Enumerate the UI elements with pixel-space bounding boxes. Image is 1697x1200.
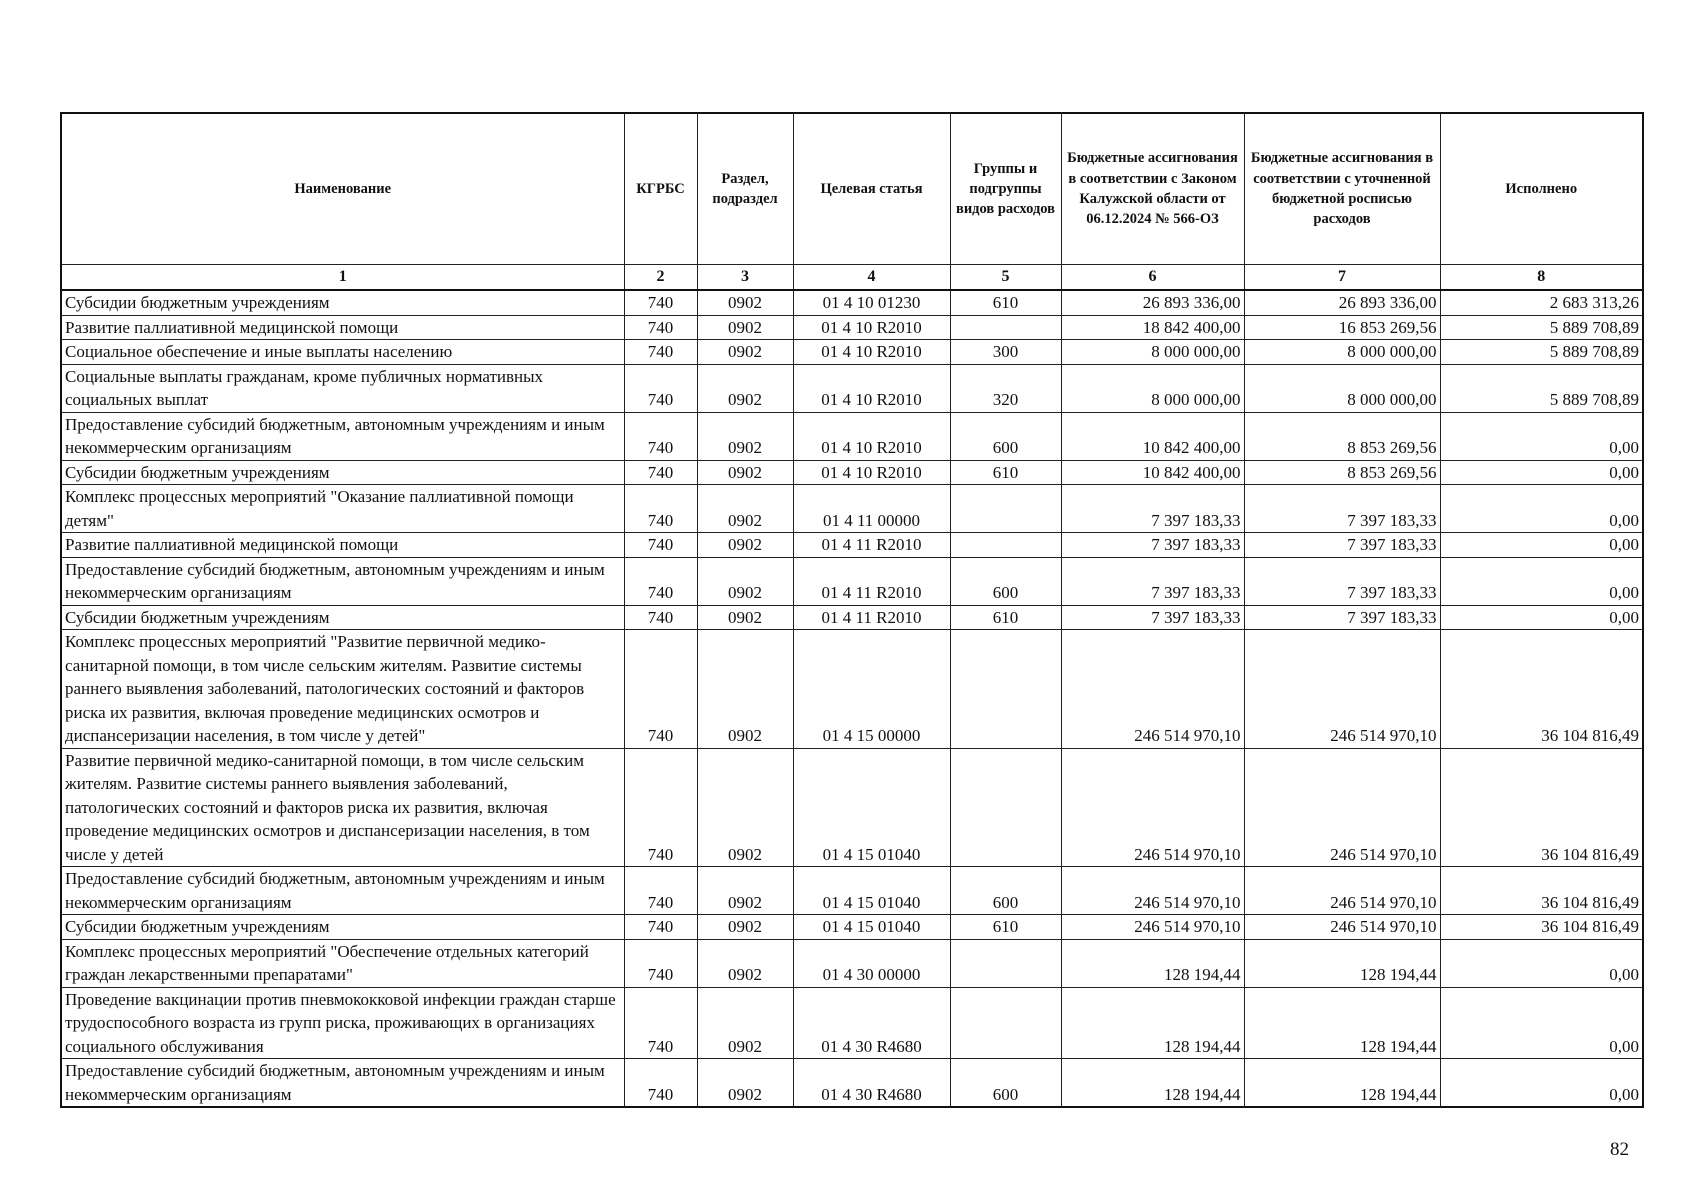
cell-section: 0902 bbox=[697, 340, 793, 365]
cell-executed: 0,00 bbox=[1440, 1059, 1643, 1108]
cell-kgrbs: 740 bbox=[624, 485, 697, 533]
cell-executed: 0,00 bbox=[1440, 557, 1643, 605]
cell-section: 0902 bbox=[697, 1059, 793, 1108]
cell-law-allocation: 7 397 183,33 bbox=[1061, 533, 1244, 558]
cell-expense-group: 600 bbox=[950, 412, 1061, 460]
header-target-article: Целевая статья bbox=[793, 113, 950, 265]
cell-target-article: 01 4 10 R2010 bbox=[793, 460, 950, 485]
column-number: 1 bbox=[61, 265, 624, 291]
cell-name: Предоставление субсидий бюджетным, автономным учреждениям и иным некоммерческим организациям bbox=[61, 867, 624, 915]
table-row bbox=[61, 867, 1643, 915]
cell-target-article: 01 4 11 R2010 bbox=[793, 605, 950, 630]
cell-section: 0902 bbox=[697, 533, 793, 558]
column-number: 2 bbox=[624, 265, 697, 291]
table-row bbox=[61, 987, 1643, 1059]
cell-target-article: 01 4 15 00000 bbox=[793, 630, 950, 749]
table-row bbox=[61, 290, 1643, 315]
cell-target-article: 01 4 11 00000 bbox=[793, 485, 950, 533]
cell-name: Развитие паллиативной медицинской помощи bbox=[61, 533, 624, 558]
cell-law-allocation: 10 842 400,00 bbox=[1061, 412, 1244, 460]
cell-executed: 0,00 bbox=[1440, 533, 1643, 558]
cell-name: Социальные выплаты гражданам, кроме публичных нормативных социальных выплат bbox=[61, 364, 624, 412]
cell-refined-allocation: 26 893 336,00 bbox=[1244, 290, 1440, 315]
cell-expense-group: 610 bbox=[950, 605, 1061, 630]
cell-kgrbs: 740 bbox=[624, 290, 697, 315]
cell-executed: 0,00 bbox=[1440, 605, 1643, 630]
cell-name: Комплекс процессных мероприятий "Развитие первичной медико-санитарной помощи, в том числе сельским жителям. Развитие системы раннего выявления заболеваний, патологических состояний и факторов риска их развития, включая проведение медицинских осмотров и диспансеризации населения, в том числе у детей" bbox=[61, 630, 624, 749]
cell-refined-allocation: 128 194,44 bbox=[1244, 939, 1440, 987]
cell-executed: 5 889 708,89 bbox=[1440, 315, 1643, 340]
table-row bbox=[61, 533, 1643, 558]
cell-executed: 5 889 708,89 bbox=[1440, 364, 1643, 412]
cell-target-article: 01 4 15 01040 bbox=[793, 748, 950, 867]
cell-kgrbs: 740 bbox=[624, 364, 697, 412]
cell-executed: 2 683 313,26 bbox=[1440, 290, 1643, 315]
cell-section: 0902 bbox=[697, 987, 793, 1059]
header-expense-groups: Группы и подгруппы видов расходов bbox=[950, 113, 1061, 265]
cell-section: 0902 bbox=[697, 460, 793, 485]
cell-kgrbs: 740 bbox=[624, 533, 697, 558]
cell-law-allocation: 10 842 400,00 bbox=[1061, 460, 1244, 485]
cell-refined-allocation: 246 514 970,10 bbox=[1244, 630, 1440, 749]
header-kgrbs: КГРБС bbox=[624, 113, 697, 265]
cell-name: Комплекс процессных мероприятий "Оказание паллиативной помощи детям" bbox=[61, 485, 624, 533]
cell-name: Предоставление субсидий бюджетным, автономным учреждениям и иным некоммерческим организациям bbox=[61, 1059, 624, 1108]
cell-refined-allocation: 8 000 000,00 bbox=[1244, 364, 1440, 412]
cell-kgrbs: 740 bbox=[624, 987, 697, 1059]
cell-name: Развитие первичной медико-санитарной помощи, в том числе сельским жителям. Развитие системы раннего выявления заболеваний, патологических состояний и факторов риска их развития, включая проведение медицинских осмотров и диспансеризации населения, в том числе у детей bbox=[61, 748, 624, 867]
cell-refined-allocation: 246 514 970,10 bbox=[1244, 915, 1440, 940]
column-number-row bbox=[61, 265, 1643, 291]
column-number: 6 bbox=[1061, 265, 1244, 291]
budget-table bbox=[60, 112, 1644, 1108]
cell-name: Социальное обеспечение и иные выплаты населению bbox=[61, 340, 624, 365]
cell-law-allocation: 18 842 400,00 bbox=[1061, 315, 1244, 340]
cell-law-allocation: 246 514 970,10 bbox=[1061, 748, 1244, 867]
cell-refined-allocation: 128 194,44 bbox=[1244, 987, 1440, 1059]
cell-target-article: 01 4 15 01040 bbox=[793, 867, 950, 915]
cell-executed: 0,00 bbox=[1440, 485, 1643, 533]
table-header-row bbox=[61, 113, 1643, 265]
cell-target-article: 01 4 15 01040 bbox=[793, 915, 950, 940]
cell-expense-group bbox=[950, 939, 1061, 987]
cell-refined-allocation: 8 853 269,56 bbox=[1244, 412, 1440, 460]
cell-name: Развитие паллиативной медицинской помощи bbox=[61, 315, 624, 340]
cell-kgrbs: 740 bbox=[624, 315, 697, 340]
cell-name: Комплекс процессных мероприятий "Обеспечение отдельных категорий граждан лекарственными препаратами" bbox=[61, 939, 624, 987]
column-number: 8 bbox=[1440, 265, 1643, 291]
header-law-allocations: Бюджетные ассигнования в соответствии с Законом Калужской области от 06.12.2024 № 566-ОЗ bbox=[1061, 113, 1244, 265]
cell-expense-group: 320 bbox=[950, 364, 1061, 412]
cell-section: 0902 bbox=[697, 412, 793, 460]
cell-law-allocation: 246 514 970,10 bbox=[1061, 630, 1244, 749]
cell-expense-group: 610 bbox=[950, 460, 1061, 485]
cell-refined-allocation: 7 397 183,33 bbox=[1244, 557, 1440, 605]
cell-kgrbs: 740 bbox=[624, 605, 697, 630]
cell-expense-group bbox=[950, 485, 1061, 533]
header-section: Раздел, подраздел bbox=[697, 113, 793, 265]
cell-executed: 36 104 816,49 bbox=[1440, 915, 1643, 940]
cell-target-article: 01 4 11 R2010 bbox=[793, 533, 950, 558]
cell-refined-allocation: 128 194,44 bbox=[1244, 1059, 1440, 1108]
cell-executed: 0,00 bbox=[1440, 939, 1643, 987]
cell-law-allocation: 7 397 183,33 bbox=[1061, 557, 1244, 605]
header-executed: Исполнено bbox=[1440, 113, 1643, 265]
cell-law-allocation: 128 194,44 bbox=[1061, 939, 1244, 987]
cell-executed: 5 889 708,89 bbox=[1440, 340, 1643, 365]
table-row bbox=[61, 939, 1643, 987]
cell-name: Проведение вакцинации против пневмококковой инфекции граждан старше трудоспособного возраста из групп риска, проживающих в организациях социального обслуживания bbox=[61, 987, 624, 1059]
cell-target-article: 01 4 10 01230 bbox=[793, 290, 950, 315]
cell-executed: 0,00 bbox=[1440, 460, 1643, 485]
cell-section: 0902 bbox=[697, 915, 793, 940]
cell-expense-group bbox=[950, 315, 1061, 340]
cell-target-article: 01 4 10 R2010 bbox=[793, 315, 950, 340]
cell-name: Субсидии бюджетным учреждениям bbox=[61, 915, 624, 940]
cell-expense-group bbox=[950, 630, 1061, 749]
cell-law-allocation: 246 514 970,10 bbox=[1061, 867, 1244, 915]
table-row bbox=[61, 412, 1643, 460]
cell-law-allocation: 7 397 183,33 bbox=[1061, 605, 1244, 630]
cell-expense-group: 600 bbox=[950, 557, 1061, 605]
cell-refined-allocation: 7 397 183,33 bbox=[1244, 605, 1440, 630]
table-row bbox=[61, 557, 1643, 605]
column-number: 7 bbox=[1244, 265, 1440, 291]
cell-section: 0902 bbox=[697, 605, 793, 630]
cell-section: 0902 bbox=[697, 485, 793, 533]
cell-refined-allocation: 16 853 269,56 bbox=[1244, 315, 1440, 340]
cell-name: Субсидии бюджетным учреждениям bbox=[61, 605, 624, 630]
table-row bbox=[61, 485, 1643, 533]
cell-executed: 0,00 bbox=[1440, 412, 1643, 460]
cell-expense-group: 600 bbox=[950, 867, 1061, 915]
cell-refined-allocation: 7 397 183,33 bbox=[1244, 533, 1440, 558]
cell-section: 0902 bbox=[697, 315, 793, 340]
cell-expense-group bbox=[950, 748, 1061, 867]
cell-target-article: 01 4 30 R4680 bbox=[793, 987, 950, 1059]
cell-kgrbs: 740 bbox=[624, 557, 697, 605]
cell-executed: 0,00 bbox=[1440, 987, 1643, 1059]
column-number: 4 bbox=[793, 265, 950, 291]
table-row bbox=[61, 340, 1643, 365]
cell-target-article: 01 4 30 R4680 bbox=[793, 1059, 950, 1108]
cell-name: Предоставление субсидий бюджетным, автономным учреждениям и иным некоммерческим организациям bbox=[61, 557, 624, 605]
cell-expense-group bbox=[950, 987, 1061, 1059]
table-row bbox=[61, 315, 1643, 340]
cell-expense-group: 610 bbox=[950, 915, 1061, 940]
cell-target-article: 01 4 10 R2010 bbox=[793, 340, 950, 365]
cell-name: Субсидии бюджетным учреждениям bbox=[61, 290, 624, 315]
cell-expense-group: 610 bbox=[950, 290, 1061, 315]
header-name: Наименование bbox=[61, 113, 624, 265]
cell-law-allocation: 128 194,44 bbox=[1061, 1059, 1244, 1108]
cell-kgrbs: 740 bbox=[624, 412, 697, 460]
cell-kgrbs: 740 bbox=[624, 630, 697, 749]
cell-law-allocation: 26 893 336,00 bbox=[1061, 290, 1244, 315]
cell-section: 0902 bbox=[697, 290, 793, 315]
cell-section: 0902 bbox=[697, 557, 793, 605]
cell-target-article: 01 4 11 R2010 bbox=[793, 557, 950, 605]
cell-executed: 36 104 816,49 bbox=[1440, 630, 1643, 749]
cell-executed: 36 104 816,49 bbox=[1440, 748, 1643, 867]
cell-expense-group: 300 bbox=[950, 340, 1061, 365]
table-row bbox=[61, 1059, 1643, 1108]
cell-law-allocation: 8 000 000,00 bbox=[1061, 340, 1244, 365]
cell-target-article: 01 4 10 R2010 bbox=[793, 364, 950, 412]
cell-refined-allocation: 8 853 269,56 bbox=[1244, 460, 1440, 485]
cell-law-allocation: 8 000 000,00 bbox=[1061, 364, 1244, 412]
cell-refined-allocation: 8 000 000,00 bbox=[1244, 340, 1440, 365]
table-row bbox=[61, 605, 1643, 630]
cell-name: Предоставление субсидий бюджетным, автономным учреждениям и иным некоммерческим организациям bbox=[61, 412, 624, 460]
cell-section: 0902 bbox=[697, 867, 793, 915]
table-row bbox=[61, 748, 1643, 867]
cell-kgrbs: 740 bbox=[624, 1059, 697, 1108]
table-row bbox=[61, 630, 1643, 749]
cell-kgrbs: 740 bbox=[624, 460, 697, 485]
column-number: 3 bbox=[697, 265, 793, 291]
cell-section: 0902 bbox=[697, 748, 793, 867]
cell-refined-allocation: 7 397 183,33 bbox=[1244, 485, 1440, 533]
cell-section: 0902 bbox=[697, 939, 793, 987]
cell-name: Субсидии бюджетным учреждениям bbox=[61, 460, 624, 485]
cell-law-allocation: 246 514 970,10 bbox=[1061, 915, 1244, 940]
cell-section: 0902 bbox=[697, 630, 793, 749]
cell-executed: 36 104 816,49 bbox=[1440, 867, 1643, 915]
cell-refined-allocation: 246 514 970,10 bbox=[1244, 867, 1440, 915]
cell-kgrbs: 740 bbox=[624, 867, 697, 915]
cell-target-article: 01 4 10 R2010 bbox=[793, 412, 950, 460]
column-number: 5 bbox=[950, 265, 1061, 291]
cell-expense-group: 600 bbox=[950, 1059, 1061, 1108]
table-row bbox=[61, 915, 1643, 940]
table-row bbox=[61, 364, 1643, 412]
cell-law-allocation: 128 194,44 bbox=[1061, 987, 1244, 1059]
cell-target-article: 01 4 30 00000 bbox=[793, 939, 950, 987]
cell-kgrbs: 740 bbox=[624, 748, 697, 867]
cell-kgrbs: 740 bbox=[624, 340, 697, 365]
table-row bbox=[61, 460, 1643, 485]
cell-kgrbs: 740 bbox=[624, 915, 697, 940]
header-refined-allocations: Бюджетные ассигнования в соответствии с уточненной бюджетной росписью расходов bbox=[1244, 113, 1440, 265]
cell-law-allocation: 7 397 183,33 bbox=[1061, 485, 1244, 533]
cell-kgrbs: 740 bbox=[624, 939, 697, 987]
page-number: 82 bbox=[1610, 1139, 1629, 1160]
cell-section: 0902 bbox=[697, 364, 793, 412]
cell-expense-group bbox=[950, 533, 1061, 558]
cell-refined-allocation: 246 514 970,10 bbox=[1244, 748, 1440, 867]
table-body bbox=[61, 290, 1643, 1107]
